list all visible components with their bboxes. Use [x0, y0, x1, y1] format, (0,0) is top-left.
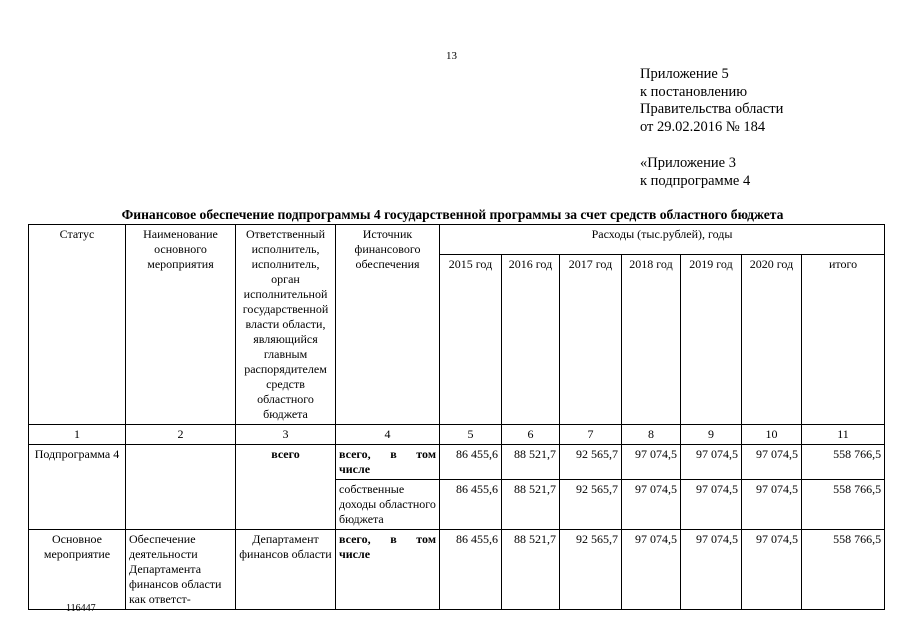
row-name — [126, 445, 236, 530]
row-source: собственные доходы областного бюджета — [336, 480, 440, 530]
row-value: 97 074,5 — [742, 445, 802, 480]
row-value: 86 455,6 — [440, 445, 502, 480]
row-value: 97 074,5 — [742, 530, 802, 610]
document-title: Финансовое обеспечение подпрограммы 4 государственной программы за счет средств областного бюджета — [121, 207, 784, 222]
column-number: 7 — [560, 425, 622, 445]
row-value: 92 565,7 — [560, 445, 622, 480]
document-code: 116447 — [66, 603, 96, 614]
page-number: 13 — [446, 50, 457, 62]
row-total: 558 766,5 — [802, 480, 885, 530]
header-name: Наименование основного мероприятия — [126, 225, 236, 425]
header-year: 2016 год — [502, 255, 560, 425]
appendix-line: от 29.02.2016 № 184 — [640, 118, 766, 135]
row-status: Основное мероприятие — [29, 530, 126, 610]
header-source: Источник финансового обеспечения — [336, 225, 440, 425]
row-value: 97 074,5 — [622, 445, 681, 480]
row-value: 97 074,5 — [622, 530, 681, 610]
column-number: 10 — [742, 425, 802, 445]
row-executor: всего — [236, 445, 336, 530]
appendix-line: Приложение 5 — [640, 66, 729, 82]
row-value: 97 074,5 — [742, 480, 802, 530]
row-source: всего, в том числе — [336, 445, 440, 480]
header-year: 2017 год — [560, 255, 622, 425]
table-row — [29, 530, 885, 610]
appendix-line: к постановлению — [640, 83, 748, 100]
row-name: Обеспечение деятельности Департамента финансов области как ответст- — [126, 530, 236, 610]
row-value: 97 074,5 — [681, 480, 742, 530]
table-row — [29, 445, 885, 480]
row-total: 558 766,5 — [802, 445, 885, 480]
column-number: 1 — [29, 425, 126, 445]
column-number: 4 — [336, 425, 440, 445]
row-value: 86 455,6 — [440, 480, 502, 530]
row-value: 88 521,7 — [502, 445, 560, 480]
header-expenses: Расходы (тыс.рублей), годы — [440, 225, 885, 255]
column-number: 3 — [236, 425, 336, 445]
appendix-line: к подпрограмме 4 — [640, 172, 751, 189]
row-value: 97 074,5 — [681, 445, 742, 480]
header-executor: Ответственный исполнитель, исполнитель, орган исполнительной государственной власти области, являющийся главным распорядителем средств областного бюджета — [236, 225, 336, 425]
column-number: 8 — [622, 425, 681, 445]
header-year: 2015 год — [440, 255, 502, 425]
row-value: 86 455,6 — [440, 530, 502, 610]
column-number: 2 — [126, 425, 236, 445]
row-value: 88 521,7 — [502, 530, 560, 610]
column-number: 5 — [440, 425, 502, 445]
row-source: всего, в том числе — [336, 530, 440, 610]
header-year: 2020 год — [742, 255, 802, 425]
row-executor: Департамент финансов области — [236, 530, 336, 610]
appendix-line: Правительства области — [640, 101, 784, 117]
row-value: 88 521,7 — [502, 480, 560, 530]
header-total: итого — [802, 255, 885, 425]
header-year: 2019 год — [681, 255, 742, 425]
table-header-row — [29, 225, 885, 255]
row-value: 92 565,7 — [560, 480, 622, 530]
row-value: 97 074,5 — [681, 530, 742, 610]
row-status: Подпрограмма 4 — [29, 445, 126, 530]
appendix-line: «Приложение 3 — [640, 155, 736, 171]
appendix-header — [640, 66, 783, 136]
column-number: 11 — [802, 425, 885, 445]
column-number: 9 — [681, 425, 742, 445]
header-year: 2018 год — [622, 255, 681, 425]
header-status: Статус — [29, 225, 126, 425]
row-value: 92 565,7 — [560, 530, 622, 610]
finance-table — [28, 224, 885, 610]
sub-appendix-header — [640, 155, 750, 190]
row-value: 97 074,5 — [622, 480, 681, 530]
column-number-row — [29, 425, 885, 445]
column-number: 6 — [502, 425, 560, 445]
row-total: 558 766,5 — [802, 530, 885, 610]
